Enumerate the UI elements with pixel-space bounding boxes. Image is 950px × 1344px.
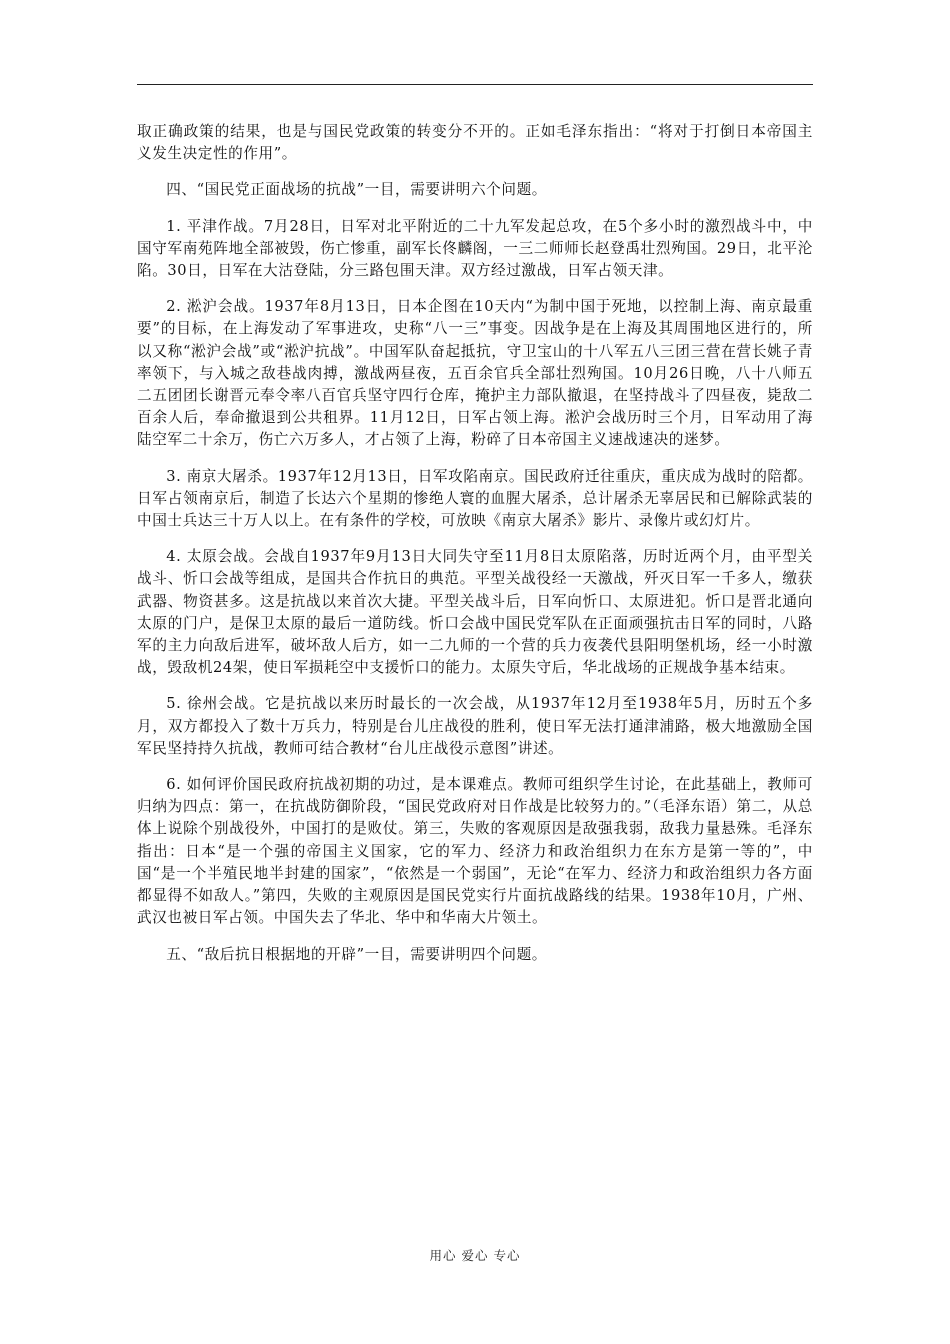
item-pingjin-campaign: 1. 平津作战。7月28日，日军对北平附近的二十九军发起总攻，在5个多小时的激烈战斗中，中国守军南苑阵地全部被毁，伤亡惨重，副军长佟麟阁，一三二师师长赵登禹壮烈殉国。29日，北平沦陷。30日，日军在大沽登陆，分三路包围天津。双方经过激战，日军占领天津。 [137, 217, 813, 280]
item-evaluation: 6. 如何评价国民政府抗战初期的功过，是本课难点。教师可组织学生讨论，在此基础上，教师可归纳为四点：第一，在抗战防御阶段，“国民党政府对日作战是比较努力的。”（毛泽东语）第二，从总体上说除个别战役外，中国打的是败仗。第三，失败的客观原因是敌强我弱，敌我力量悬殊。毛泽东指出：日本“是一个强的帝国主义国家，它的军力、经济力和政治组织力在东方是第一等的”，中国“是一个半殖民地半封建的国家”，“依然是一个弱国”，无论“在军力、经济力和政治组织力各方面都显得不如敌人。”第四，失败的主观原因是国民党实行片面抗战路线的结果。1938年10月，广州、武汉也被日军占领。中国失去了华北、华中和华南大片领土。 [137, 776, 813, 927]
item-taiyuan-battle: 4. 太原会战。会战自1937年9月13日大同失守至11月8日太原陷落，历时近两个月，由平型关战斗、忻口会战等组成，是国共合作抗日的典范。平型关战役经一天激战，歼灭日军一千多人，缴获武器、物资甚多。这是抗战以来首次大捷。平型关战斗后，日军向忻口、太原进犯。忻口是晋北通向太原的门户，是保卫太原的最后一道防线。忻口会战中国民党军队在正面顽强抗击日军的同时，八路军的主力向敌后进军，破坏敌人后方，如一二九师的一个营的兵力夜袭代县阳明堡机场，经一小时激战，毁敌机24架，使日军损耗空中支援忻口的能力。太原失守后，华北战场的正规战争基本结束。 [137, 548, 813, 677]
page-footer: 用心 爱心 专心 [429, 1248, 521, 1263]
document-body [137, 121, 813, 980]
header-rule [137, 84, 813, 85]
paragraph-continuation: 取正确政策的结果，也是与国民党政策的转变分不开的。正如毛泽东指出：“将对于打倒日本帝国主义发生决定性的作用”。 [137, 123, 813, 163]
item-xuzhou-battle: 5. 徐州会战。它是抗战以来历时最长的一次会战，从1937年12月至1938年5月，历时五个多月，双方都投入了数十万兵力，特别是台儿庄战役的胜利，使日军无法打通津浦路，极大地激励全国军民坚持持久抗战，教师可结合教材“台儿庄战役示意图”讲述。 [137, 695, 813, 757]
section-five-heading: 五、“敌后抗日根据地的开辟”一目，需要讲明四个问题。 [166, 945, 547, 963]
section-four-heading: 四、“国民党正面战场的抗战”一目，需要讲明六个问题。 [166, 181, 547, 199]
item-nanjing-massacre: 3. 南京大屠杀。1937年12月13日，日军攻陷南京。国民政府迁往重庆，重庆成为战时的陪都。日军占领南京后，制造了长达六个星期的惨绝人寰的血腥大屠杀，总计屠杀无辜居民和已解除武装的中国士兵达三十万人以上。在有条件的学校，可放映《南京大屠杀》影片、录像片或幻灯片。 [137, 467, 813, 530]
item-songhu-battle: 2. 淞沪会战。1937年8月13日，日本企图在10天内“为制中国于死地，以控制上海、南京最重要”的目标，在上海发动了军事进攻，史称“八一三”事变。因战争是在上海及其周围地区进行的，所以又称“淞沪会战”或“淞沪抗战”。中国军队奋起抵抗，守卫宝山的十八军五八三团三营在营长姚子青率领下，与入城之敌巷战肉搏，激战两昼夜，五百余官兵全部壮烈殉国。10月26日晚，八十八师五二五团团长谢晋元奉令率八百官兵坚守四行仓库，掩护主力部队撤退，在坚持战斗了四昼夜，毙敌二百余人后，奉命撤退到公共租界。11月12日，日军占领上海。淞沪会战历时三个月，日军动用了海陆空军二十余万，伤亡六万多人，才占领了上海，粉碎了日本帝国主义速战速决的迷梦。 [137, 298, 813, 449]
